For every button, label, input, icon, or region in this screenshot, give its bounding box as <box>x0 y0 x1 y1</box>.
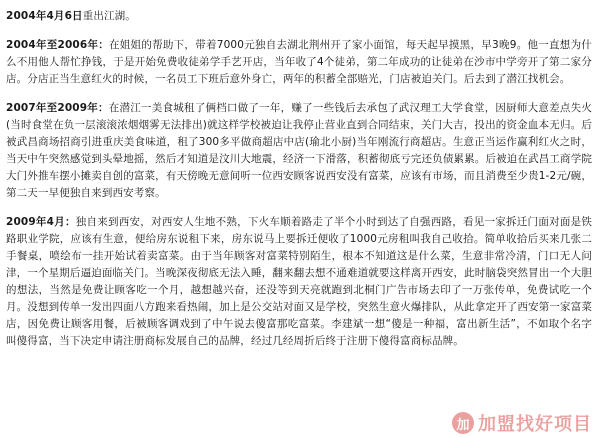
paragraph-text: 在潜江一美食城租了俩档口做了一年，赚了一些钱后去承包了武汉理工大学食堂，因厨师大意差点失火(当时食堂在负一层滚滚浓烟烟雾无法排出)就这样学校被迫让我停止营业直到合同结束，关门大吉，投出的资金血本无归。后被武昌商场招商引进重庆美食味道，租了300多平做商超店中店(瑜北小厨)当年刚流行商超店。生意正当运作赢利红火之时，当天中午突然感觉到头晕地摇，然后才知道是汶川大地震，经济一下滑落，积蓄彻底亏完还负债累累。后被迫在武昌工商学院大门外推车摆小摊卖自创的富菜，有天傍晚无意间听一位西安顾客说西安没有富菜，应该有市场，而且消费至少贵1-2元/碗，第二天一早便独自来到西安考察。 <box>6 102 593 199</box>
paragraph-text: 重出江湖。 <box>82 10 136 22</box>
paragraph-date: 2009年4月： <box>6 216 76 228</box>
paragraph-text: 在姐姐的帮助下，带着7000元独自去湖北荆州开了家小面馆，每天起早摸黑，早3晚9。他一直想为什么不用他人帮忙挣钱，于是开始免费收徒弟学手艺开店，当年收了4个徒弟，第二年成功的让徒弟在沙市中学旁开了第二家分店。分店正当生意红火的时候，一名员工下班后意外身亡，两年的积蓄全部赔光，门店被迫关门。后去到了潜江找机会。 <box>6 39 592 85</box>
site-watermark <box>452 410 592 436</box>
watermark-text: 加盟找好项目 <box>478 414 592 435</box>
watermark-logo-icon: 加 <box>452 412 474 434</box>
paragraph-2007-2009 <box>6 100 592 202</box>
paragraph-2004-04 <box>6 8 592 25</box>
paragraph-date: 2004年至2006年： <box>6 39 109 51</box>
paragraph-date: 2004年4月6日 <box>6 10 83 22</box>
paragraph-date: 2007年至2009年： <box>6 102 109 114</box>
paragraph-text: 独自来到西安，对西安人生地不熟，下火车顺着路走了半个小时到达了自强西路，看见一家拆迁门面对面是铁路职业学院，应该有生意，便给房东说租下来，房东说马上要拆迁便收了1000元房租叫我自己收拾。简单收拾后买来几张二手餐桌，喷绘布一挂开始试着卖富菜。由于当年顾客对富菜特别陌生，根本不知道这是什么菜，生意非常冷清，门口无人问津，一个星期后逼迫面临关门。当晚深夜彻底无法入睡，翻来翻去想不通难道就要这样离开西安，此时脑袋突然冒出一个大胆的想法，当然是免费让顾客吃一个月，越想越兴奋，还没等到天亮就跑到北桐门广告市场去印了一万张传单，免费试吃一个月。没想到传单一发出四面八方跑来看热闹，加上是公交站对面又是学校，突然生意火爆排队，从此拿定开了西安第一家富菜店，因免费让顾客用餐，后被顾客调戏到了中午说去傻富那吃富菜。李建斌一想“傻是一种福，富出新生活”，不如取个名字叫傻得富，当下决定申请注册商标发展自己的品牌，经过几经周折后终于注册下傻得富商标品牌。 <box>6 216 592 347</box>
paragraph-2009-04 <box>6 214 592 350</box>
paragraph-2004-2006 <box>6 37 592 88</box>
